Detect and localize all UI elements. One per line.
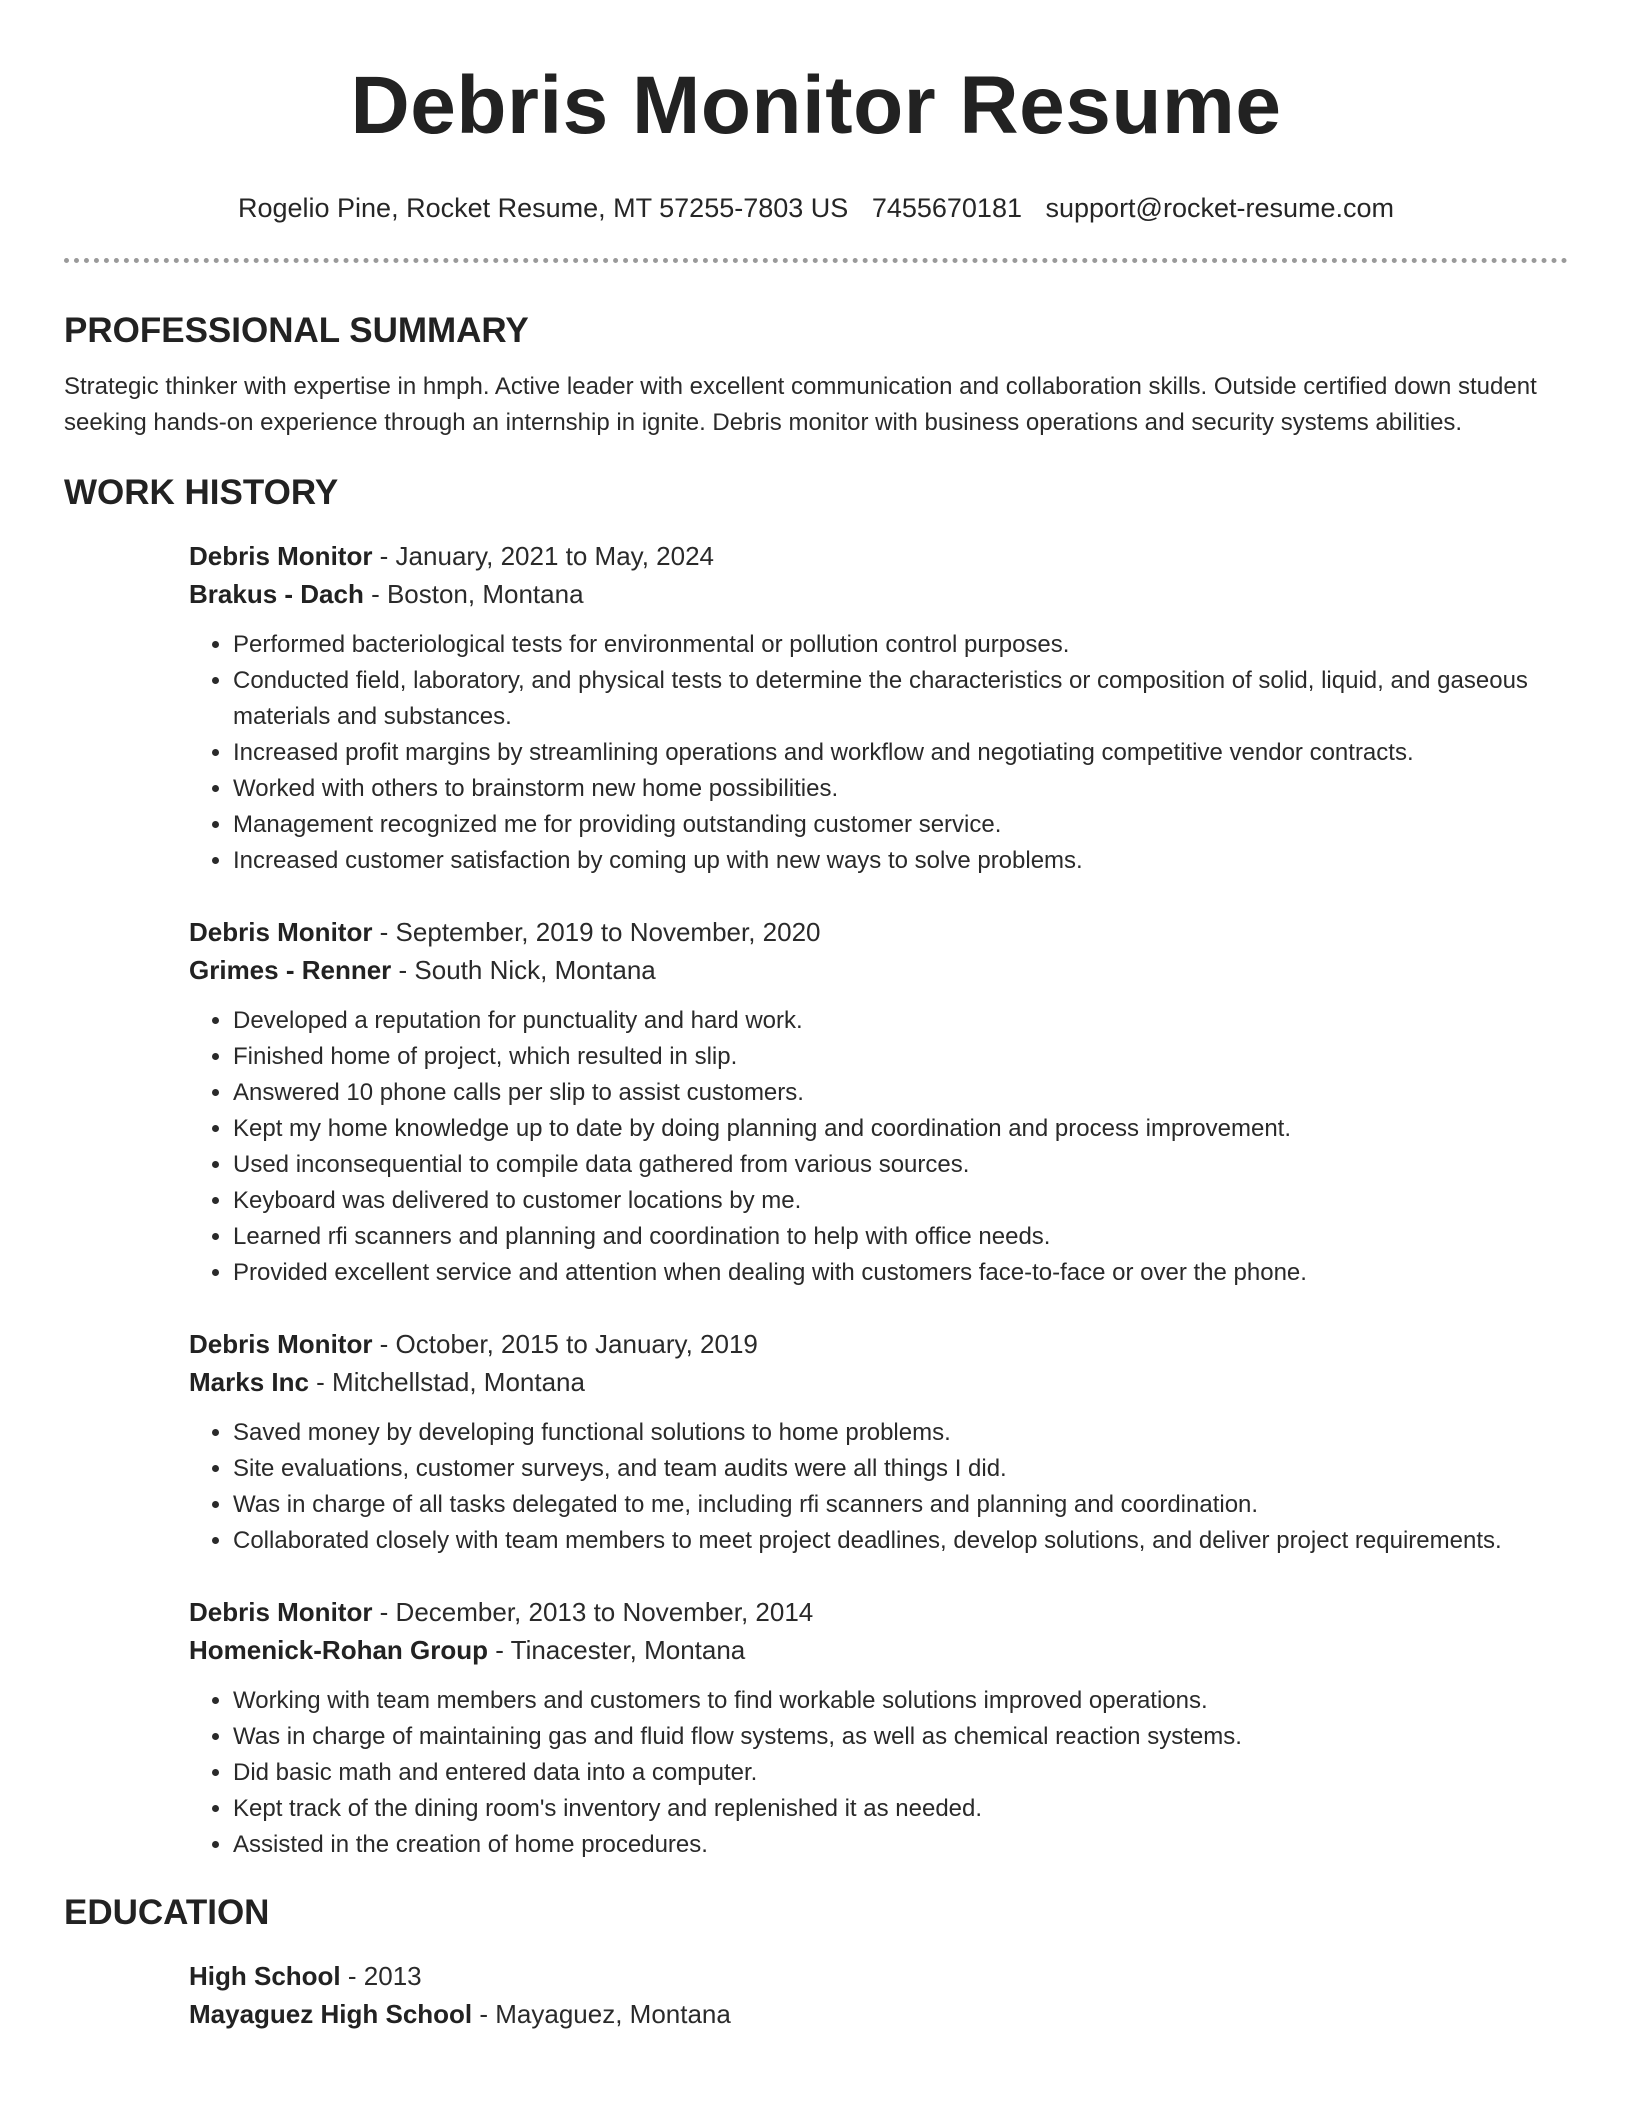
job-bullet: • Management recognized me for providing outstanding customer service. — [233, 807, 1568, 843]
job-bullet: • Performed bacteriological tests for environmental or pollution control purposes. — [233, 627, 1568, 663]
job-bullet: • Keyboard was delivered to customer locations by me. — [233, 1183, 1568, 1219]
education-location: - Mayaguez, Montana — [472, 1999, 731, 2029]
job-bullet: • Developed a reputation for punctuality and hard work. — [233, 1003, 1568, 1039]
job-title: Debris Monitor — [189, 917, 373, 947]
job-bullet: • Did basic math and entered data into a computer. — [233, 1755, 1568, 1791]
job-title: Debris Monitor — [189, 541, 373, 571]
job-company: Grimes - Renner — [189, 955, 392, 985]
job-entry — [189, 1593, 1568, 1863]
contact-email: support@rocket-resume.com — [1045, 193, 1395, 223]
job-bullet: • Increased customer satisfaction by coming up with new ways to solve problems. — [233, 843, 1568, 879]
job-location: - Boston, Montana — [363, 579, 584, 609]
job-title-line — [189, 1325, 1568, 1363]
job-company-line — [189, 1363, 1568, 1401]
job-dates: - December, 2013 to November, 2014 — [372, 1597, 814, 1627]
work-history-heading: WORK HISTORY — [64, 473, 339, 512]
page-title: Debris Monitor Resume — [350, 60, 1282, 151]
job-entry — [189, 913, 1568, 1291]
summary-heading: PROFESSIONAL SUMMARY — [64, 311, 529, 350]
summary-text: Strategic thinker with expertise in hmph. Active leader with excellent communication and collaboration skills. Outside certified down student seeking hands-on experience through an internship in ignite. Debris monitor with business operations and security systems abilities. — [64, 373, 1537, 436]
job-title-line — [189, 537, 1568, 575]
education-entry — [189, 1957, 1568, 2033]
job-company: Homenick-Rohan Group — [189, 1635, 489, 1665]
job-title: Debris Monitor — [189, 1597, 373, 1627]
contact-address: Rogelio Pine, Rocket Resume, MT 57255-7803 US — [237, 193, 849, 223]
job-bullets — [189, 1415, 1568, 1559]
header-divider — [64, 258, 1568, 263]
job-bullet: • Learned rfi scanners and planning and coordination to help with office needs. — [233, 1219, 1568, 1255]
job-bullet: • Finished home of project, which resulted in slip. — [233, 1039, 1568, 1075]
education-school-line — [189, 1995, 1568, 2033]
job-title: Debris Monitor — [189, 1329, 373, 1359]
job-bullet: • Was in charge of maintaining gas and fluid flow systems, as well as chemical reaction systems. — [233, 1719, 1568, 1755]
contact-info — [64, 192, 1568, 224]
job-company: Brakus - Dach — [189, 579, 364, 609]
education-degree: High School — [189, 1961, 341, 1991]
job-bullet: • Site evaluations, customer surveys, and team audits were all things I did. — [233, 1451, 1568, 1487]
education-degree-line — [189, 1957, 1568, 1995]
job-company-line — [189, 951, 1568, 989]
job-location: - South Nick, Montana — [391, 955, 656, 985]
job-bullet: • Worked with others to brainstorm new home possibilities. — [233, 771, 1568, 807]
work-history-list — [189, 537, 1568, 1863]
job-bullet: • Collaborated closely with team members to meet project deadlines, develop solutions, and deliver project requirements. — [233, 1523, 1568, 1559]
job-dates: - September, 2019 to November, 2020 — [372, 917, 821, 947]
job-location: - Tinacester, Montana — [488, 1635, 746, 1665]
job-bullet: • Kept track of the dining room's inventory and replenished it as needed. — [233, 1791, 1568, 1827]
job-bullet: • Was in charge of all tasks delegated to me, including rfi scanners and planning and coordination. — [233, 1487, 1568, 1523]
job-bullet: • Provided excellent service and attention when dealing with customers face-to-face or over the phone. — [233, 1255, 1568, 1291]
job-bullet: • Working with team members and customers to find workable solutions improved operations. — [233, 1683, 1568, 1719]
job-bullets — [189, 627, 1568, 879]
job-entry — [189, 1325, 1568, 1559]
job-bullet: • Saved money by developing functional solutions to home problems. — [233, 1415, 1568, 1451]
job-company-line — [189, 1631, 1568, 1669]
education-school: Mayaguez High School — [189, 1999, 473, 2029]
job-bullets — [189, 1683, 1568, 1863]
education-year: - 2013 — [340, 1961, 422, 1991]
job-bullets — [189, 1003, 1568, 1291]
job-bullet: • Used inconsequential to compile data gathered from various sources. — [233, 1147, 1568, 1183]
job-dates: - October, 2015 to January, 2019 — [372, 1329, 758, 1359]
job-title-line — [189, 913, 1568, 951]
job-dates: - January, 2021 to May, 2024 — [372, 541, 715, 571]
job-company: Marks Inc — [189, 1367, 309, 1397]
job-entry — [189, 537, 1568, 879]
job-bullet: • Increased profit margins by streamlining operations and workflow and negotiating competitive vendor contracts. — [233, 735, 1568, 771]
job-bullet: • Kept my home knowledge up to date by doing planning and coordination and process improvement. — [233, 1111, 1568, 1147]
job-bullet: • Assisted in the creation of home procedures. — [233, 1827, 1568, 1863]
job-bullet: • Answered 10 phone calls per slip to assist customers. — [233, 1075, 1568, 1111]
contact-phone: 7455670181 — [871, 193, 1022, 223]
job-title-line — [189, 1593, 1568, 1631]
job-location: - Mitchellstad, Montana — [308, 1367, 585, 1397]
job-bullet: • Conducted field, laboratory, and physical tests to determine the characteristics or composition of solid, liquid, and gaseous materials and substances. — [233, 663, 1568, 735]
job-company-line — [189, 575, 1568, 613]
education-heading: EDUCATION — [64, 1893, 270, 1932]
